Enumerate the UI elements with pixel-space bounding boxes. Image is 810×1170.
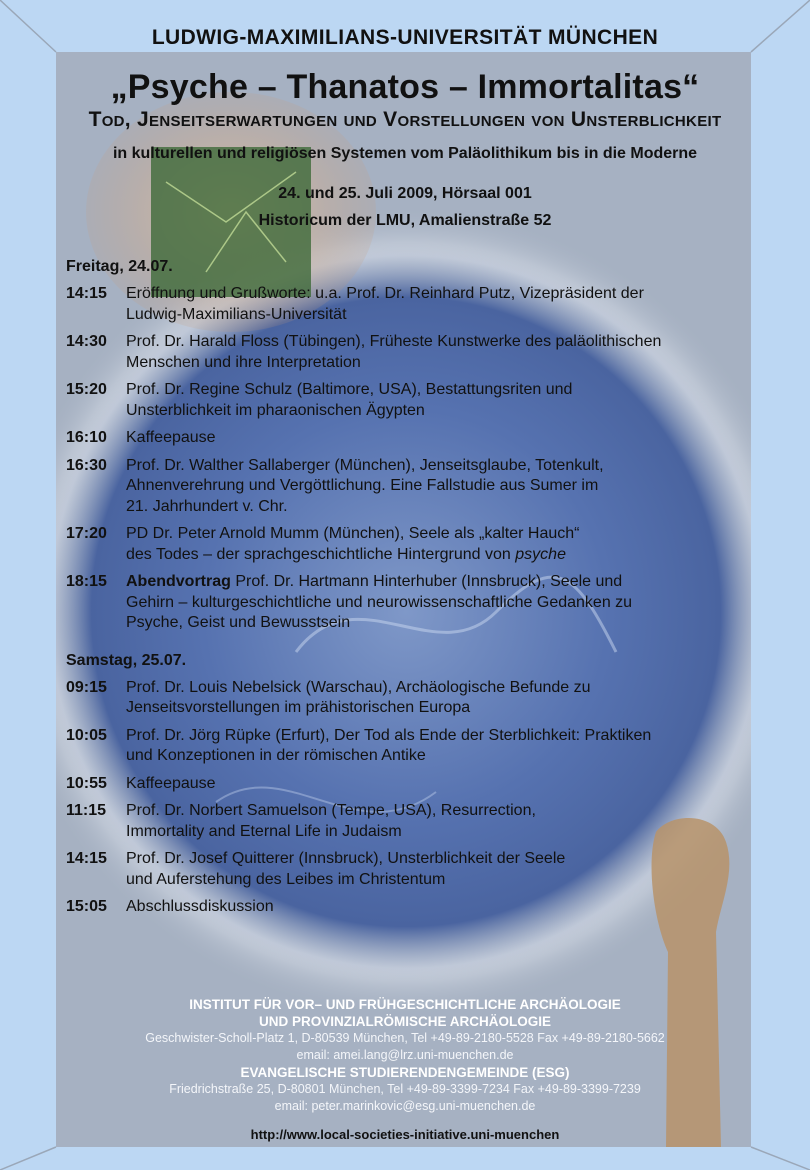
item-time: 15:05 <box>66 898 107 915</box>
item-text-main: Prof. Dr. Hartmann Hinterhuber (Innsbruck), Seele und Gehirn – kulturgeschichtliche und neurowissenschaftliche Gedanken zu Psyche, Geist und Bewusstsein <box>126 573 633 631</box>
program-item <box>66 726 746 767</box>
program-item <box>66 849 746 890</box>
program-item <box>66 801 746 842</box>
program-item <box>66 284 746 325</box>
institute-name-line2: UND PROVINZIALRÖMISCHE ARCHÄOLOGIE <box>258 1014 551 1029</box>
program-item <box>66 428 746 449</box>
item-text <box>126 572 746 634</box>
program-item <box>66 332 746 373</box>
item-text: Kaffeepause <box>126 774 216 792</box>
item-text-italic: psyche <box>515 545 566 563</box>
item-text <box>126 524 746 565</box>
program <box>66 258 746 925</box>
item-text-main: PD Dr. Peter Arnold Mumm (München), Seele als „kalter Hauch“ des Todes – der sprachgeschichtliche Hintergrund von <box>126 525 580 563</box>
university-name: LUDWIG-MAXIMILIANS-UNIVERSITÄT MÜNCHEN <box>151 26 659 49</box>
item-text: Prof. Dr. Harald Floss (Tübingen), Früheste Kunstwerke des paläolithischen Menschen und ihre Interpretation <box>126 333 662 371</box>
item-text: Prof. Dr. Louis Nebelsick (Warschau), Archäologische Befunde zu Jenseitsvorstellungen im prähistorischen Europa <box>126 678 591 716</box>
program-item <box>66 380 746 421</box>
website-url: http://www.local-societies-initiative.uni-muenchen <box>250 1127 560 1142</box>
item-text: Prof. Dr. Regine Schulz (Baltimore, USA), Bestattungsriten und Unsterblichkeit im pharaonischen Ägypten <box>126 381 573 419</box>
item-text: Abschlussdiskussion <box>126 898 274 915</box>
program-item <box>66 897 746 918</box>
institute-email: email: amei.lang@lrz.uni-muenchen.de <box>296 1048 514 1062</box>
item-time: 14:15 <box>66 850 107 867</box>
item-time: 09:15 <box>66 678 107 696</box>
item-time: 11:15 <box>66 802 107 819</box>
day-heading-saturday: Samstag, 25.07. <box>66 651 187 669</box>
item-time: 16:30 <box>66 456 107 474</box>
program-item <box>66 572 746 634</box>
esg-name: EVANGELISCHE STUDIERENDENGEMEINDE (ESG) <box>240 1065 570 1080</box>
item-time: 18:15 <box>66 573 107 590</box>
footer-organizers <box>0 996 810 1115</box>
institute-address: Geschwister-Scholl-Platz 1, D-80539 München, Tel +49-89-2180-5528 Fax +49-89-2180-5662 <box>145 1031 665 1045</box>
event-date: 24. und 25. Juli 2009, Hörsaal 001 <box>278 185 532 202</box>
institute-name-line1: INSTITUT FÜR VOR– UND FRÜHGESCHICHTLICHE ARCHÄOLOGIE <box>189 997 621 1012</box>
evening-lecture-label: Abendvortrag <box>126 573 231 590</box>
item-time: 10:55 <box>66 774 107 792</box>
item-text: Prof. Dr. Jörg Rüpke (Erfurt), Der Tod als Ende der Sterblichkeit: Praktiken und Konzeptionen in der römischen Antike <box>126 726 652 764</box>
program-item <box>66 524 746 565</box>
program-item <box>66 678 746 719</box>
esg-address: Friedrichstraße 25, D-80801 München, Tel +49-89-3399-7234 Fax +49-89-3399-7239 <box>169 1082 641 1096</box>
event-venue: Historicum der LMU, Amalienstraße 52 <box>258 212 552 229</box>
subtitle: Tod, Jenseitserwartungen und Vorstellungen von Unsterblichkeit <box>88 108 722 131</box>
main-title: „Psyche – Thanatos – Immortalitas“ <box>110 68 700 106</box>
item-time: 10:05 <box>66 726 107 744</box>
program-item <box>66 774 746 795</box>
item-time: 14:30 <box>66 333 107 350</box>
item-text: Prof. Dr. Norbert Samuelson (Tempe, USA), Resurrection, Immortality and Eternal Life in Judaism <box>126 802 536 840</box>
item-text: Kaffeepause <box>126 429 216 446</box>
item-time: 14:15 <box>66 285 107 302</box>
item-text: Prof. Dr. Walther Sallaberger (München), Jenseitsglaube, Totenkult, Ahnenverehrung und Vergöttlichung. Eine Fallstudie aus Sumer im 21. Jahrhundert v. Chr. <box>126 456 604 515</box>
esg-email: email: peter.marinkovic@esg.uni-muenchen.de <box>274 1099 536 1113</box>
item-time: 17:20 <box>66 525 107 542</box>
day-heading-friday: Freitag, 24.07. <box>66 258 173 275</box>
program-item <box>66 456 746 518</box>
item-time: 15:20 <box>66 381 107 398</box>
subtitle-secondary: in kulturellen und religiösen Systemen vom Paläolithikum bis in die Moderne <box>112 145 698 162</box>
item-text: Prof. Dr. Josef Quitterer (Innsbruck), Unsterblichkeit der Seele und Auferstehung des Leibes im Christentum <box>126 850 566 888</box>
item-text: Eröffnung und Grußworte: u.a. Prof. Dr. Reinhard Putz, Vizepräsident der Ludwig-Maximilians-Universität <box>126 285 644 323</box>
item-time: 16:10 <box>66 429 107 446</box>
